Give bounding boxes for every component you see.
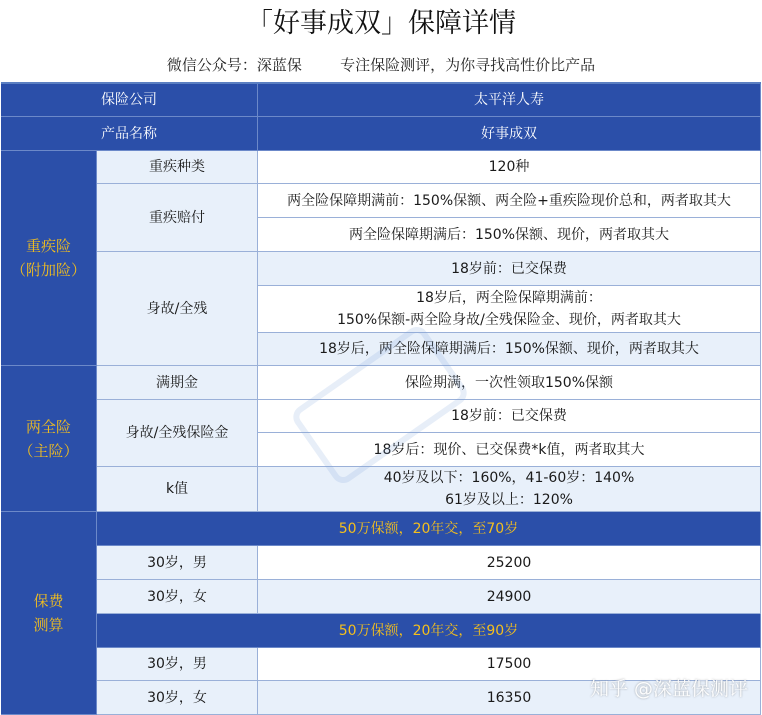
product-value: 好事成双 [258, 117, 761, 151]
endowment-category: 两全险 （主险） [1, 366, 97, 512]
critical-payout-before: 两全险保障期满前：150%保额、两全险+重疾险现价总和，两者取其大 [258, 184, 761, 218]
plan2-male-value: 17500 [258, 648, 761, 681]
k-value-label: k值 [97, 467, 258, 512]
page-subtitle: 微信公众号：深蓝保 专注保险测评，为你寻找高性价比产品 [166, 56, 596, 74]
company-label: 保险公司 [1, 84, 258, 117]
plan1-female-label: 30岁，女 [97, 580, 258, 614]
critical-death-over18-before: 18岁后，两全险保障期满前： 150%保额-两全险身故/全残保险金、现价，两者取其大 [258, 286, 761, 333]
plan1-header: 50万保额，20年交，至70岁 [97, 512, 761, 546]
k-value-value: 40岁及以下：160%，41-60岁：140% 61岁及以上：120% [258, 467, 761, 512]
plan1-male-label: 30岁，男 [97, 546, 258, 580]
plan1-male-value: 25200 [258, 546, 761, 580]
plan2-female-value: 16350 [258, 681, 761, 715]
critical-death-label: 身故/全残 [97, 252, 258, 366]
coverage-table [1, 82, 761, 713]
premium-category: 保费 测算 [1, 512, 97, 715]
endowment-death-label: 身故/全残保险金 [97, 400, 258, 467]
company-value: 太平洋人寿 [258, 84, 761, 117]
plan2-female-label: 30岁，女 [97, 681, 258, 715]
critical-death-under18: 18岁前：已交保费 [258, 252, 761, 286]
critical-payout-after: 两全险保障期满后：150%保额、现价，两者取其大 [258, 218, 761, 252]
plan2-header: 50万保额，20年交，至90岁 [97, 614, 761, 648]
endowment-death-over18: 18岁后：现价、已交保费*k值，两者取其大 [258, 433, 761, 467]
critical-illness-category: 重疾险 （附加险） [1, 151, 97, 366]
maturity-value: 保险期满，一次性领取150%保额 [258, 366, 761, 400]
critical-death-over18-after: 18岁后，两全险保障期满后：150%保额、现价，两者取其大 [258, 333, 761, 366]
page-title: 「好事成双」保障详情 [246, 8, 516, 39]
plan2-male-label: 30岁，男 [97, 648, 258, 681]
critical-types-value: 120种 [258, 151, 761, 184]
product-label: 产品名称 [1, 117, 258, 151]
maturity-label: 满期金 [97, 366, 258, 400]
plan1-female-value: 24900 [258, 580, 761, 614]
critical-types-label: 重疾种类 [97, 151, 258, 184]
critical-payout-label: 重疾赔付 [97, 184, 258, 252]
zhihu-watermark: 知乎 @深蓝保测评 [589, 678, 748, 700]
endowment-death-under18: 18岁前：已交保费 [258, 400, 761, 433]
